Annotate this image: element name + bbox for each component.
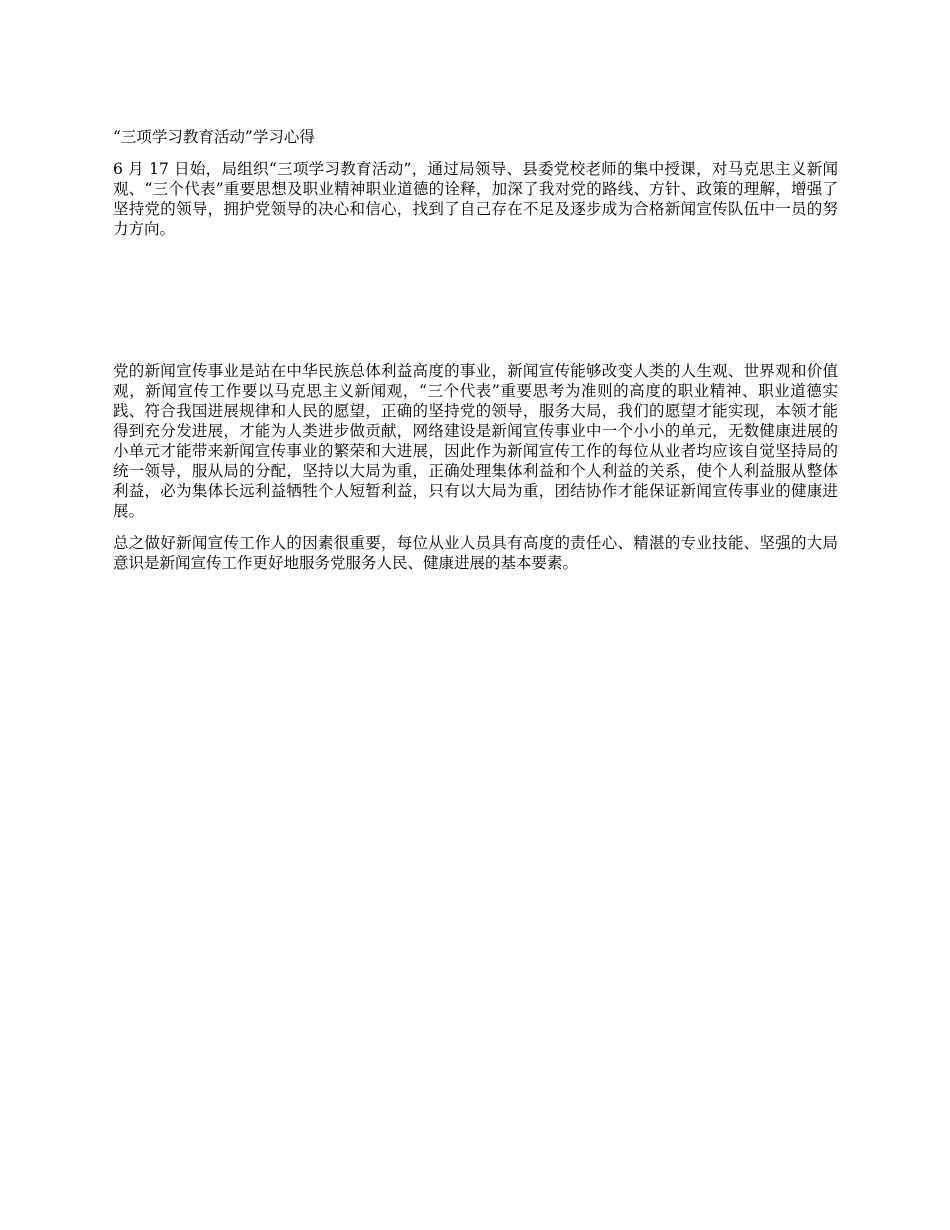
document-body bbox=[113, 127, 838, 573]
paragraph-main: 党的新闻宣传事业是站在中华民族总体利益高度的事业，新闻宣传能够改变人类的人生观、世界观和价值观，新闻宣传工作要以马克思主义新闻观，“三个代表”重要思考为准则的高度的职业精神、职业道德实践、符合我国进展规律和人民的愿望，正确的坚持党的领导，服务大局，我们的愿望才能实现，本领才能得到充分发进展，才能为人类进步做贡献，网络建设是新闻宣传事业中一个小小的单元，无数健康进展的小单元才能带来新闻宣传事业的繁荣和大进展，因此作为新闻宣传工作的每位从业者均应该自觉坚持局的统一领导，服从局的分配，坚持以大局为重，正确处理集体利益和个人利益的关系，使个人利益服从整体利益，必为集体长远利益牺牲个人短暂利益，只有以大局为重，团结协作才能保证新闻宣传事业的健康进展。 bbox=[113, 362, 838, 520]
document-title: “三项学习教育活动”学习心得 bbox=[113, 128, 315, 146]
paragraph-intro: 6 月 17 日始，局组织“三项学习教育活动”，通过局领导、县委党校老师的集中授课，对马克思主义新闻观、“三个代表”重要思想及职业精神职业道德的诠释，加深了我对党的路线、方针、政策的理解，增强了坚持党的领导，拥护党领导的决心和信心，找到了自己存在不足及逐步成为合格新闻宣传队伍中一员的努力方向。 bbox=[113, 160, 838, 238]
paragraph-conclusion: 总之做好新闻宣传工作人的因素很重要，每位从业人员具有高度的责任心、精湛的专业技能、坚强的大局意识是新闻宣传工作更好地服务党服务人民、健康进展的基本要素。 bbox=[113, 534, 838, 572]
